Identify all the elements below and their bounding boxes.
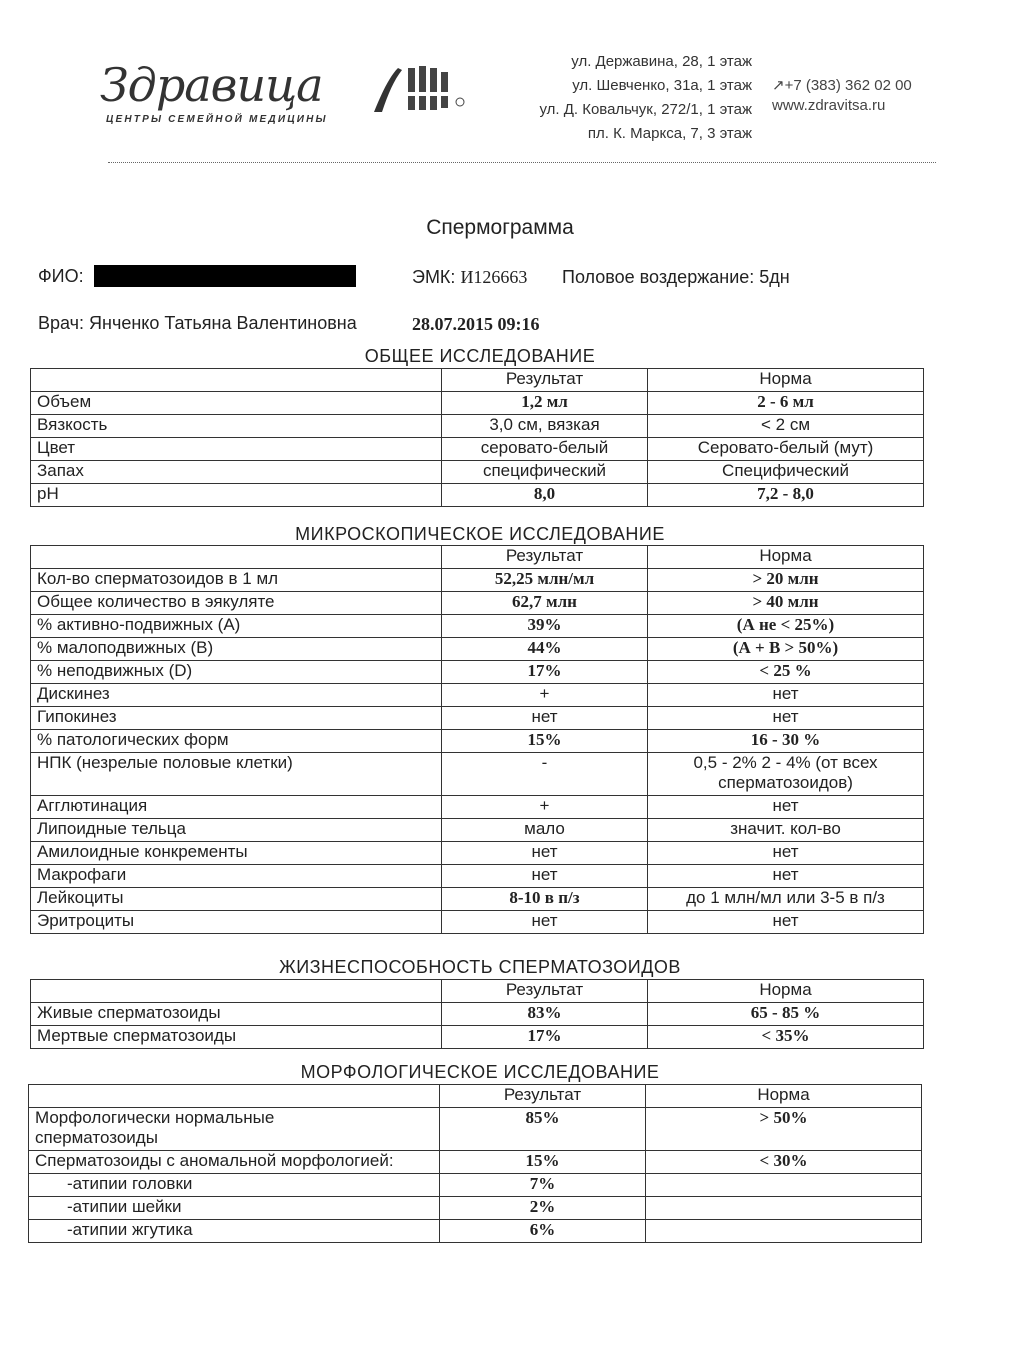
table-row xyxy=(31,707,924,730)
table-row xyxy=(31,753,924,796)
table-row xyxy=(31,1026,924,1049)
result-cell: 15% xyxy=(440,1151,646,1174)
param-cell: Запах xyxy=(31,461,442,484)
norm-cell: 65 - 85 % xyxy=(648,1003,924,1026)
param-cell: Липоидные тельца xyxy=(31,819,442,842)
section-title-morphology: МОРФОЛОГИЧЕСКОЕ ИССЛЕДОВАНИЕ xyxy=(300,1062,660,1082)
table-row xyxy=(31,796,924,819)
norm-cell: > 40 млн xyxy=(648,592,924,615)
header-divider xyxy=(108,162,936,163)
result-cell: 1,2 мл xyxy=(442,392,648,415)
header-cell xyxy=(29,1085,440,1108)
doctor-name: Врач: Янченко Татьяна Валентиновна xyxy=(38,313,357,333)
norm-cell xyxy=(646,1174,922,1197)
logo-hand-icon xyxy=(368,62,468,114)
table-header-row xyxy=(29,1085,922,1108)
address-line: ул. Державина, 28, 1 этаж xyxy=(571,53,752,70)
exam-datetime: 28.07.2015 09:16 xyxy=(412,314,540,334)
result-cell: мало xyxy=(442,819,648,842)
logo-name: Здравица xyxy=(100,58,323,112)
section-title-microscopic: МИКРОСКОПИЧЕСКОЕ ИССЛЕДОВАНИЕ xyxy=(295,524,665,544)
table-row xyxy=(31,842,924,865)
table-row xyxy=(31,484,924,507)
norm-cell: 16 - 30 % xyxy=(648,730,924,753)
result-cell: 8,0 xyxy=(442,484,648,507)
result-cell: 8-10 в п/з xyxy=(442,888,648,911)
table-header-row xyxy=(31,980,924,1003)
param-cell: Общее количество в эякуляте xyxy=(31,592,442,615)
param-cell: % патологических форм xyxy=(31,730,442,753)
norm-cell: нет xyxy=(648,707,924,730)
header-cell xyxy=(31,980,442,1003)
result-cell: 39% xyxy=(442,615,648,638)
norm-cell: < 25 % xyxy=(648,661,924,684)
header-cell: Результат xyxy=(442,980,648,1003)
phone-number: ↗+7 (383) 362 02 00 xyxy=(772,77,912,94)
param-cell: Объем xyxy=(31,392,442,415)
header-cell: Норма xyxy=(648,546,924,569)
result-cell: серовато-белый xyxy=(442,438,648,461)
param-cell: Вязкость xyxy=(31,415,442,438)
viability-table xyxy=(30,979,924,1049)
result-cell: 17% xyxy=(442,661,648,684)
clinic-contacts xyxy=(772,76,912,116)
result-cell: 62,7 млн xyxy=(442,592,648,615)
norm-cell: Специфический xyxy=(648,461,924,484)
table-row xyxy=(31,392,924,415)
norm-cell: < 35% xyxy=(648,1026,924,1049)
table-header-row xyxy=(31,546,924,569)
param-cell: Живые сперматозоиды xyxy=(31,1003,442,1026)
norm-cell: нет xyxy=(648,796,924,819)
table-row xyxy=(31,438,924,461)
header-cell: Результат xyxy=(440,1085,646,1108)
norm-cell: (А + В > 50%) xyxy=(648,638,924,661)
param-cell: % неподвижных (D) xyxy=(31,661,442,684)
result-cell: + xyxy=(442,684,648,707)
result-cell: 52,25 млн/мл xyxy=(442,569,648,592)
table-header-row xyxy=(31,369,924,392)
header-cell: Результат xyxy=(442,369,648,392)
table-row xyxy=(31,638,924,661)
result-cell: нет xyxy=(442,911,648,934)
param-cell: Кол-во сперматозоидов в 1 мл xyxy=(31,569,442,592)
norm-cell: нет xyxy=(648,684,924,707)
table-row xyxy=(31,819,924,842)
result-cell: 17% xyxy=(442,1026,648,1049)
table-row xyxy=(31,911,924,934)
norm-cell xyxy=(646,1197,922,1220)
norm-cell: < 30% xyxy=(646,1151,922,1174)
table-row xyxy=(29,1197,922,1220)
param-cell: % активно-подвижных (А) xyxy=(31,615,442,638)
fio-redacted xyxy=(94,265,356,287)
address-line: пл. К. Маркса, 7, 3 этаж xyxy=(587,125,752,142)
param-cell: Дискинез xyxy=(31,684,442,707)
header-cell: Норма xyxy=(646,1085,922,1108)
param-cell: % малоподвижных (В) xyxy=(31,638,442,661)
param-cell: pH xyxy=(31,484,442,507)
clinic-logo xyxy=(100,60,470,140)
section-title-viability: ЖИЗНЕСПОСОБНОСТЬ СПЕРМАТОЗОИДОВ xyxy=(279,957,681,977)
result-cell: 3,0 см, вязкая xyxy=(442,415,648,438)
result-cell: нет xyxy=(442,865,648,888)
param-cell: -атипии жгутика xyxy=(29,1220,440,1243)
table-row xyxy=(31,661,924,684)
phone-icon: ↗ xyxy=(772,77,785,94)
result-cell: + xyxy=(442,796,648,819)
param-cell: -атипии шейки xyxy=(29,1197,440,1220)
address-line: ул. Д. Ковальчук, 272/1, 1 этаж xyxy=(539,101,752,118)
table-row xyxy=(31,1003,924,1026)
norm-cell: Серовато-белый (мут) xyxy=(648,438,924,461)
result-cell: нет xyxy=(442,842,648,865)
header-cell xyxy=(31,369,442,392)
header-cell xyxy=(31,546,442,569)
website: www.zdravitsa.ru xyxy=(772,97,886,114)
param-cell: Цвет xyxy=(31,438,442,461)
header-cell: Норма xyxy=(648,369,924,392)
norm-cell: > 50% xyxy=(646,1108,922,1151)
section-title-general: ОБЩЕЕ ИССЛЕДОВАНИЕ xyxy=(364,346,596,366)
norm-cell: (А не < 25%) xyxy=(648,615,924,638)
param-cell: -атипии головки xyxy=(29,1174,440,1197)
microscopic-table xyxy=(30,545,924,934)
logo-tagline: ЦЕНТРЫ СЕМЕЙНОЙ МЕДИЦИНЫ xyxy=(106,114,328,125)
result-cell: 15% xyxy=(442,730,648,753)
result-cell: нет xyxy=(442,707,648,730)
result-cell: 85% xyxy=(440,1108,646,1151)
norm-cell xyxy=(646,1220,922,1243)
table-row xyxy=(31,730,924,753)
param-cell: Амилоидные конкременты xyxy=(31,842,442,865)
norm-cell: нет xyxy=(648,865,924,888)
param-cell: Лейкоциты xyxy=(31,888,442,911)
result-cell: 83% xyxy=(442,1003,648,1026)
norm-cell: 0,5 - 2% 2 - 4% (от всех сперматозоидов) xyxy=(648,753,924,796)
norm-cell: нет xyxy=(648,842,924,865)
emk-number: ЭМК: И126663 xyxy=(412,267,528,287)
table-row xyxy=(31,569,924,592)
param-cell: Сперматозоиды с аномальной морфологией: xyxy=(29,1151,440,1174)
param-cell: Макрофаги xyxy=(31,865,442,888)
clinic-addresses xyxy=(470,50,752,146)
param-cell: НПК (незрелые половые клетки) xyxy=(31,753,442,796)
general-table xyxy=(30,368,924,507)
result-cell: - xyxy=(442,753,648,796)
header-cell: Норма xyxy=(648,980,924,1003)
table-row xyxy=(29,1108,922,1151)
table-row xyxy=(31,865,924,888)
norm-cell: до 1 млн/мл или 3-5 в п/з xyxy=(648,888,924,911)
abstinence-period: Половое воздержание: 5дн xyxy=(562,267,790,287)
norm-cell: 2 - 6 мл xyxy=(648,392,924,415)
morphology-table xyxy=(28,1084,922,1243)
norm-cell: значит. кол-во xyxy=(648,819,924,842)
param-cell: Морфологически нормальные сперматозоиды xyxy=(29,1108,440,1151)
norm-cell: > 20 млн xyxy=(648,569,924,592)
result-cell: 44% xyxy=(442,638,648,661)
document-title: Спермограмма xyxy=(426,216,574,239)
table-row xyxy=(31,888,924,911)
address-line: ул. Шевченко, 31а, 1 этаж xyxy=(572,77,752,94)
result-cell: 6% xyxy=(440,1220,646,1243)
table-row xyxy=(29,1151,922,1174)
table-row xyxy=(29,1174,922,1197)
result-cell: 7% xyxy=(440,1174,646,1197)
table-row xyxy=(29,1220,922,1243)
fio-label: ФИО: xyxy=(38,266,84,286)
result-cell: 2% xyxy=(440,1197,646,1220)
result-cell: специфический xyxy=(442,461,648,484)
param-cell: Мертвые сперматозоиды xyxy=(31,1026,442,1049)
param-cell: Агглютинация xyxy=(31,796,442,819)
table-row xyxy=(31,615,924,638)
norm-cell: 7,2 - 8,0 xyxy=(648,484,924,507)
table-row xyxy=(31,592,924,615)
norm-cell: нет xyxy=(648,911,924,934)
table-row xyxy=(31,415,924,438)
table-row xyxy=(31,684,924,707)
norm-cell: < 2 см xyxy=(648,415,924,438)
header-cell: Результат xyxy=(442,546,648,569)
param-cell: Эритроциты xyxy=(31,911,442,934)
table-row xyxy=(31,461,924,484)
param-cell: Гипокинез xyxy=(31,707,442,730)
